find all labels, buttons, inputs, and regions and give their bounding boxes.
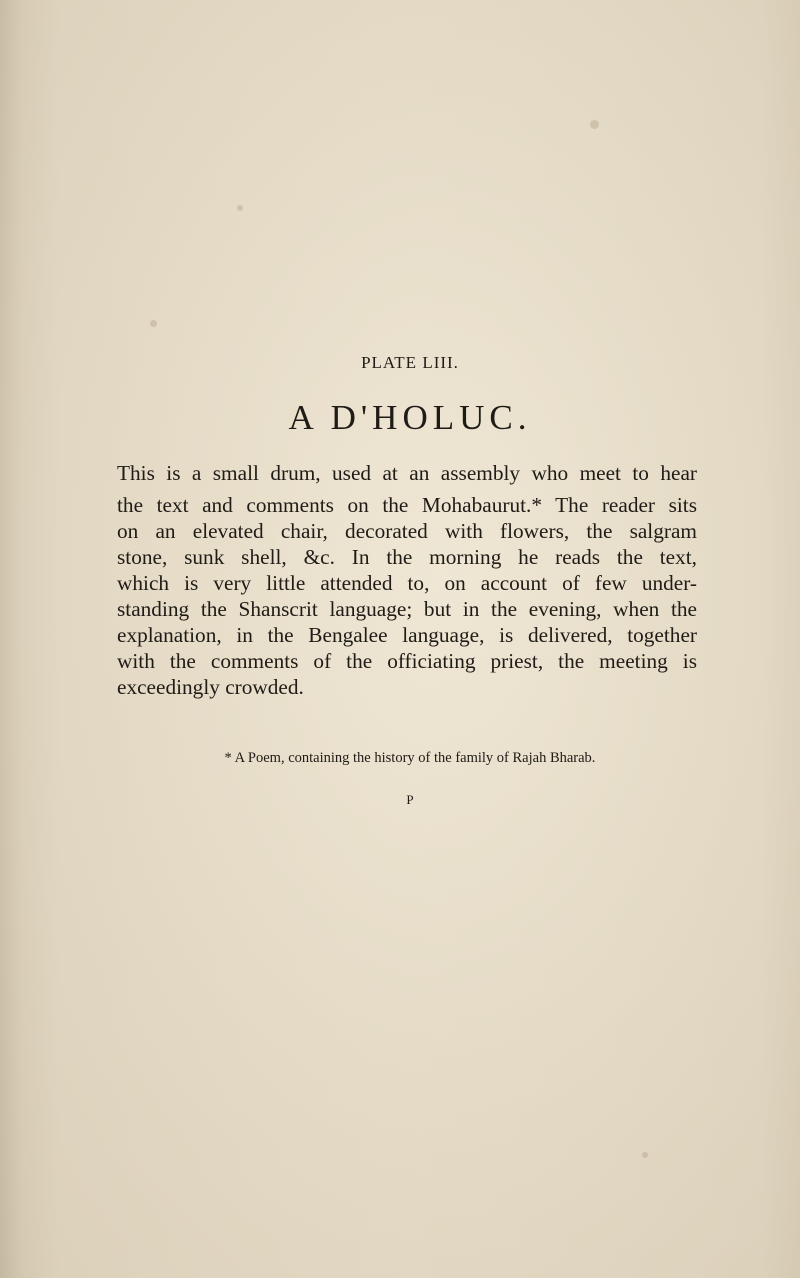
foxing-spot [150, 320, 157, 327]
footnote: * A Poem, containing the history of the family of Rajah Bharab. [224, 750, 596, 766]
page-title: A D'HOLUC. [288, 398, 532, 437]
body-line: standing the Shanscrit language; but in the evening, when the [117, 597, 697, 621]
foxing-spot [642, 1152, 648, 1158]
signature-mark: P [406, 792, 414, 807]
foxing-spot [590, 120, 599, 129]
body-line: stone, sunk shell, &c. In the morning he reads the text, [117, 545, 697, 569]
body-line: with the comments of the officiating priest, the meeting is [117, 649, 697, 673]
body-line: explanation, in the Bengalee language, is delivered, together [117, 623, 697, 647]
body-line: the text and comments on the Mohabaurut.* The reader sits [117, 493, 697, 517]
body-line: exceedingly crowded. [117, 675, 304, 699]
body-line: on an elevated chair, decorated with flowers, the salgram [117, 519, 697, 543]
body-line: This is a small drum, used at an assembly who meet to hear [117, 461, 697, 485]
foxing-spot [237, 205, 243, 211]
body-line: which is very little attended to, on account of few under- [117, 571, 697, 595]
plate-label: PLATE LIII. [361, 353, 459, 372]
